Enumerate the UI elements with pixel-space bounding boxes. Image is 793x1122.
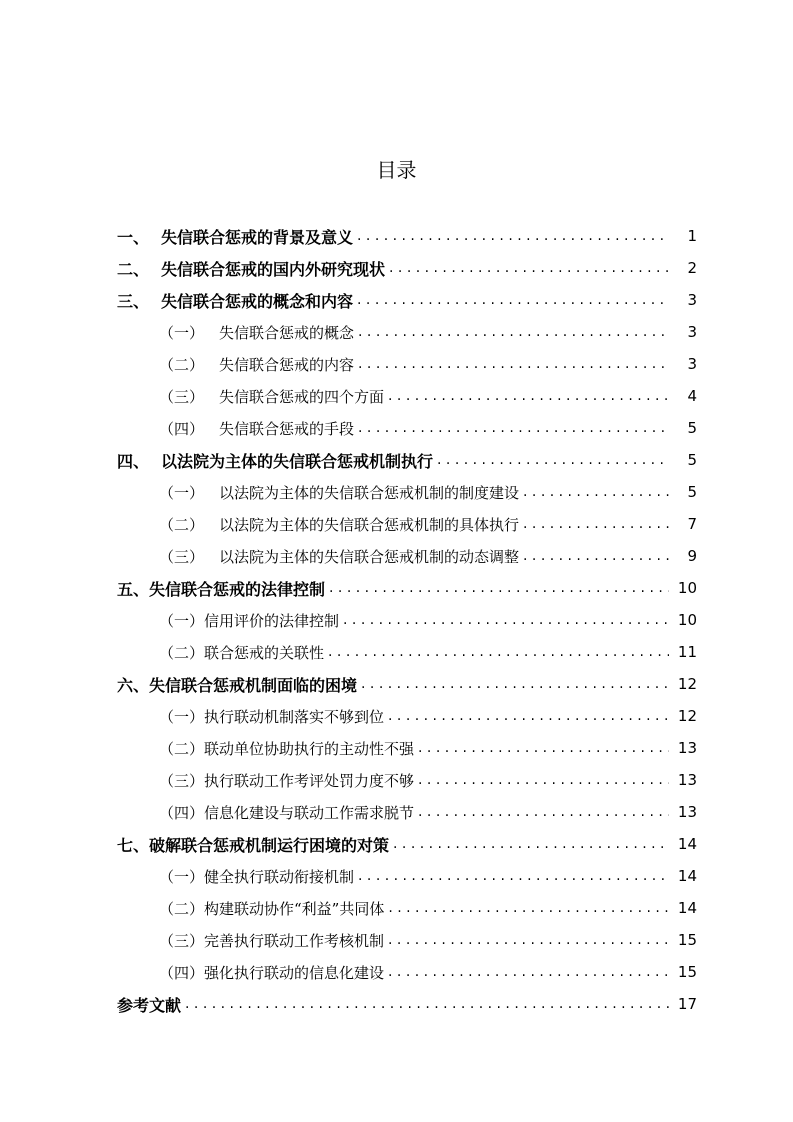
dot-leader (358, 420, 669, 436)
toc-entry-page-number: 5 (687, 451, 697, 469)
toc-entry-title: 执行联动机制落实不够到位 (204, 707, 385, 726)
toc-entry-number: （一） (159, 867, 205, 886)
toc-entry-number: （二） (159, 515, 205, 534)
toc-entry-page-number: 9 (687, 547, 697, 565)
dot-leader (185, 996, 669, 1012)
toc-entry[interactable] (117, 508, 697, 540)
toc-entry-title: 失信联合惩戒的法律控制 (149, 579, 326, 599)
toc-entry-title: 参考文献 (117, 995, 182, 1015)
toc-entry-page-number: 13 (677, 803, 697, 821)
toc-entry-title: 信息化建设与联动工作需求脱节 (204, 803, 415, 822)
toc-entry-page-number: 13 (677, 771, 697, 789)
dot-leader (523, 548, 669, 564)
dot-leader (343, 612, 669, 628)
toc-entry-number: 四、 (117, 451, 150, 471)
toc-entry-number: （一） (159, 611, 205, 630)
toc-entry[interactable] (117, 860, 697, 892)
toc-entry[interactable] (117, 700, 697, 732)
toc-entry-title: 失信联合惩戒的内容 (219, 355, 355, 374)
toc-entry-number: （三） (159, 387, 205, 406)
toc-entry-title: 联合惩戒的关联性 (204, 643, 325, 662)
toc-entry-number: （二） (159, 355, 205, 374)
toc-entry[interactable] (117, 636, 697, 668)
toc-entry-title: 以法院为主体的失信联合惩戒机制执行 (161, 451, 434, 471)
toc-entry[interactable] (117, 380, 697, 412)
dot-leader (388, 708, 669, 724)
toc-entry-page-number: 14 (677, 867, 697, 885)
toc-entry-page-number: 15 (677, 931, 697, 949)
dot-leader (329, 580, 669, 596)
toc-entry-title: 执行联动工作考评处罚力度不够 (204, 771, 415, 790)
toc-entry-number: 七、 (117, 835, 150, 855)
toc-entry[interactable] (117, 892, 697, 924)
toc-entry-title: 强化执行联动的信息化建设 (204, 963, 385, 982)
toc-entry-title: 失信联合惩戒的手段 (219, 419, 355, 438)
dot-leader (393, 836, 669, 852)
toc-entry-number: （三） (159, 771, 205, 790)
toc-entry[interactable] (117, 764, 697, 796)
dot-leader (357, 292, 669, 308)
toc-entry-title: 失信联合惩戒机制面临的困境 (149, 675, 358, 695)
toc-entry[interactable] (117, 348, 697, 380)
toc-entry-number: （一） (159, 707, 205, 726)
toc-entry-number: （一） (159, 483, 205, 502)
toc-entry[interactable] (117, 572, 697, 604)
dot-leader (388, 388, 669, 404)
toc-entry-page-number: 17 (677, 995, 697, 1013)
dot-leader (358, 356, 669, 372)
toc-entry-title: 联动单位协助执行的主动性不强 (204, 739, 415, 758)
dot-leader (388, 932, 669, 948)
toc-entry[interactable] (117, 956, 697, 988)
toc-entry-page-number: 4 (687, 387, 697, 405)
toc-entry-number: （二） (159, 899, 205, 918)
toc-entry[interactable] (117, 796, 697, 828)
toc-entry-number: （二） (159, 643, 205, 662)
toc-entry-number: （四） (159, 963, 205, 982)
toc-entry-number: （三） (159, 931, 205, 950)
dot-leader (418, 804, 669, 820)
toc-entry-title: 失信联合惩戒的概念 (219, 323, 355, 342)
toc-entry-number: 五、 (117, 579, 150, 599)
dot-leader (328, 644, 669, 660)
toc-entry[interactable] (117, 540, 697, 572)
toc-entry[interactable] (117, 604, 697, 636)
toc-entry-number: 一、 (117, 227, 150, 247)
dot-leader (418, 772, 669, 788)
toc-entry-page-number: 1 (687, 227, 697, 245)
toc-entry[interactable] (117, 476, 697, 508)
toc-entry[interactable] (117, 412, 697, 444)
toc-entry-number: （一） (159, 323, 205, 342)
dot-leader (389, 260, 669, 276)
toc-entry-page-number: 12 (677, 707, 697, 725)
toc-entry-page-number: 14 (677, 835, 697, 853)
toc-entry-number: （四） (159, 419, 205, 438)
toc-entry-number: 六、 (117, 675, 150, 695)
toc-entry-title: 以法院为主体的失信联合惩戒机制的动态调整 (219, 547, 520, 566)
toc-entry-page-number: 5 (687, 419, 697, 437)
toc-entry[interactable] (117, 828, 697, 860)
toc-entry[interactable] (117, 924, 697, 956)
toc-entry-page-number: 3 (687, 291, 697, 309)
toc-entry-page-number: 10 (677, 611, 697, 629)
toc-entry-title: 完善执行联动工作考核机制 (204, 931, 385, 950)
toc-entry-number: （三） (159, 547, 205, 566)
toc-entry-page-number: 14 (677, 899, 697, 917)
dot-leader (358, 324, 669, 340)
toc-entry[interactable] (117, 444, 697, 476)
toc-entry-page-number: 13 (677, 739, 697, 757)
toc-entry-number: （二） (159, 739, 205, 758)
dot-leader (418, 740, 669, 756)
toc-entry-page-number: 11 (677, 643, 697, 661)
toc-entry-page-number: 10 (677, 579, 697, 597)
toc-entry[interactable] (117, 668, 697, 700)
toc-entry-number: （四） (159, 803, 205, 822)
toc-entry-title: 失信联合惩戒的背景及意义 (161, 227, 354, 247)
toc-entry-title: 以法院为主体的失信联合惩戒机制的具体执行 (219, 515, 520, 534)
toc-entry[interactable] (117, 220, 697, 252)
toc-entry[interactable] (117, 252, 697, 284)
toc-entry-page-number: 2 (687, 259, 697, 277)
page-title: 目录 (376, 158, 417, 182)
toc-entry-title: 信用评价的法律控制 (204, 611, 340, 630)
toc-entry-number: 三、 (117, 291, 150, 311)
toc-entry[interactable] (117, 732, 697, 764)
dot-leader (523, 484, 669, 500)
toc-entry-title: 健全执行联动衔接机制 (204, 867, 355, 886)
dot-leader (361, 676, 669, 692)
toc-entry-title: 失信联合惩戒的四个方面 (219, 387, 385, 406)
dot-leader (523, 516, 669, 532)
dot-leader (437, 452, 669, 468)
dot-leader (358, 868, 669, 884)
dot-leader (357, 228, 669, 244)
toc-entry-title: 构建联动协作“利益”共同体 (204, 899, 385, 918)
toc-entry-page-number: 3 (687, 323, 697, 341)
dot-leader (388, 900, 669, 916)
toc-entry-page-number: 5 (687, 483, 697, 501)
dot-leader (388, 964, 669, 980)
toc-entry-title: 失信联合惩戒的国内外研究现状 (161, 259, 386, 279)
toc-entry-title: 失信联合惩戒的概念和内容 (161, 291, 354, 311)
toc-entry-page-number: 15 (677, 963, 697, 981)
toc-entry-page-number: 3 (687, 355, 697, 373)
toc-entry-page-number: 7 (687, 515, 697, 533)
toc-entry[interactable] (117, 284, 697, 316)
toc-entry-title: 破解联合惩戒机制运行困境的对策 (149, 835, 390, 855)
toc-entry-page-number: 12 (677, 675, 697, 693)
table-of-contents (117, 220, 697, 1020)
toc-entry[interactable] (117, 988, 697, 1020)
toc-entry-title: 以法院为主体的失信联合惩戒机制的制度建设 (219, 483, 520, 502)
toc-entry[interactable] (117, 316, 697, 348)
toc-entry-number: 二、 (117, 259, 150, 279)
